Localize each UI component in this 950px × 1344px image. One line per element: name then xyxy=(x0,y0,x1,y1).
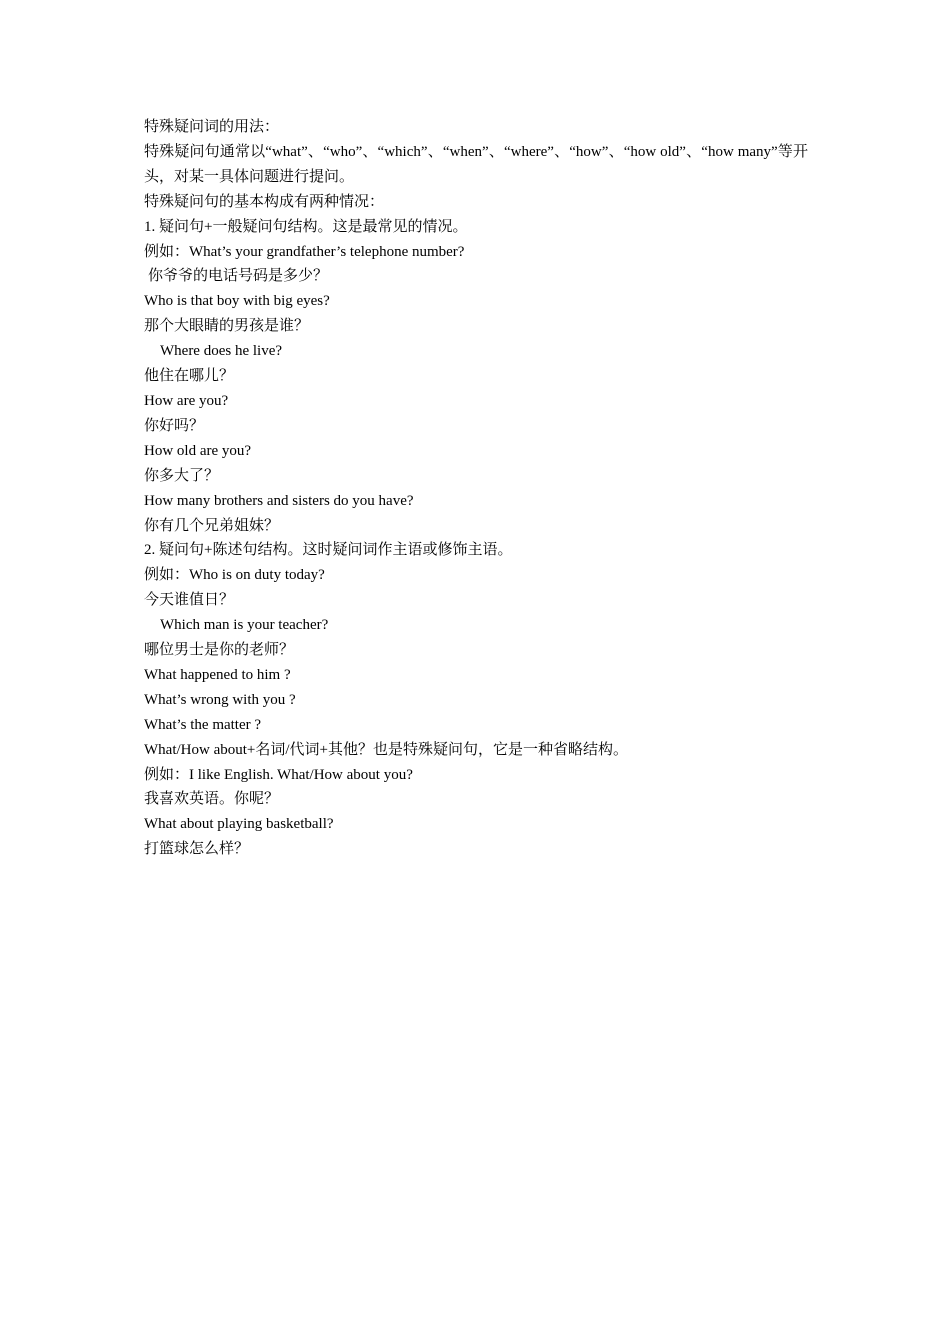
example-line: What about playing basketball? xyxy=(144,816,334,833)
example-line: What happened to him ? xyxy=(144,666,291,683)
section-heading: 特殊疑问词的用法： xyxy=(144,119,280,135)
intro-paragraph: 特殊疑问句通常以“what”、“who”、“which”、“when”、“where”、“how”、“how old”、“how many”等开头，对某一具体问题进行提问。 xyxy=(144,143,808,185)
example-line: How are you? xyxy=(144,392,229,409)
translation-line: 打篮球怎么样？ xyxy=(144,841,250,858)
translation-line: 你多大了？ xyxy=(144,467,220,484)
structure-intro: 特殊疑问句的基本构成有两种情况： xyxy=(144,193,385,210)
document-body xyxy=(144,115,808,862)
example-line: 例如：What’s your grandfather’s telephone number? xyxy=(144,243,465,260)
translation-line: 今天谁值日？ xyxy=(144,592,235,609)
translation-line: 哪位男士是你的老师？ xyxy=(144,642,295,659)
example-line: 例如：Who is on duty today? xyxy=(144,567,325,584)
translation-line: 那个大眼睛的男孩是谁？ xyxy=(144,318,310,335)
example-line: Which man is your teacher? xyxy=(160,617,329,634)
rule-2-heading: 2. 疑问句+陈述句结构。这时疑问词作主语或修饰主语。 xyxy=(144,542,513,559)
translation-line: 你有几个兄弟姐妹？ xyxy=(144,517,280,534)
example-line: 例如：I like English. What/How about you? xyxy=(144,766,413,783)
translation-line: 我喜欢英语。你呢？ xyxy=(144,791,280,808)
translation-line: 你好吗？ xyxy=(144,417,205,434)
example-line: How old are you? xyxy=(144,442,252,459)
example-line: What’s the matter ? xyxy=(144,716,262,733)
translation-line: 他住在哪儿？ xyxy=(144,368,235,385)
example-line: Where does he live? xyxy=(160,343,283,360)
example-line: What’s wrong with you ? xyxy=(144,691,296,708)
rule-3-heading: What/How about+名词/代词+其他？也是特殊疑问句，它是一种省略结构。 xyxy=(144,741,628,758)
translation-line: 你爷爷的电话号码是多少？ xyxy=(148,268,329,285)
example-line: Who is that boy with big eyes? xyxy=(144,293,330,310)
example-line: How many brothers and sisters do you have? xyxy=(144,492,414,509)
rule-1-heading: 1. 疑问句+一般疑问句结构。这是最常见的情况。 xyxy=(144,218,468,235)
